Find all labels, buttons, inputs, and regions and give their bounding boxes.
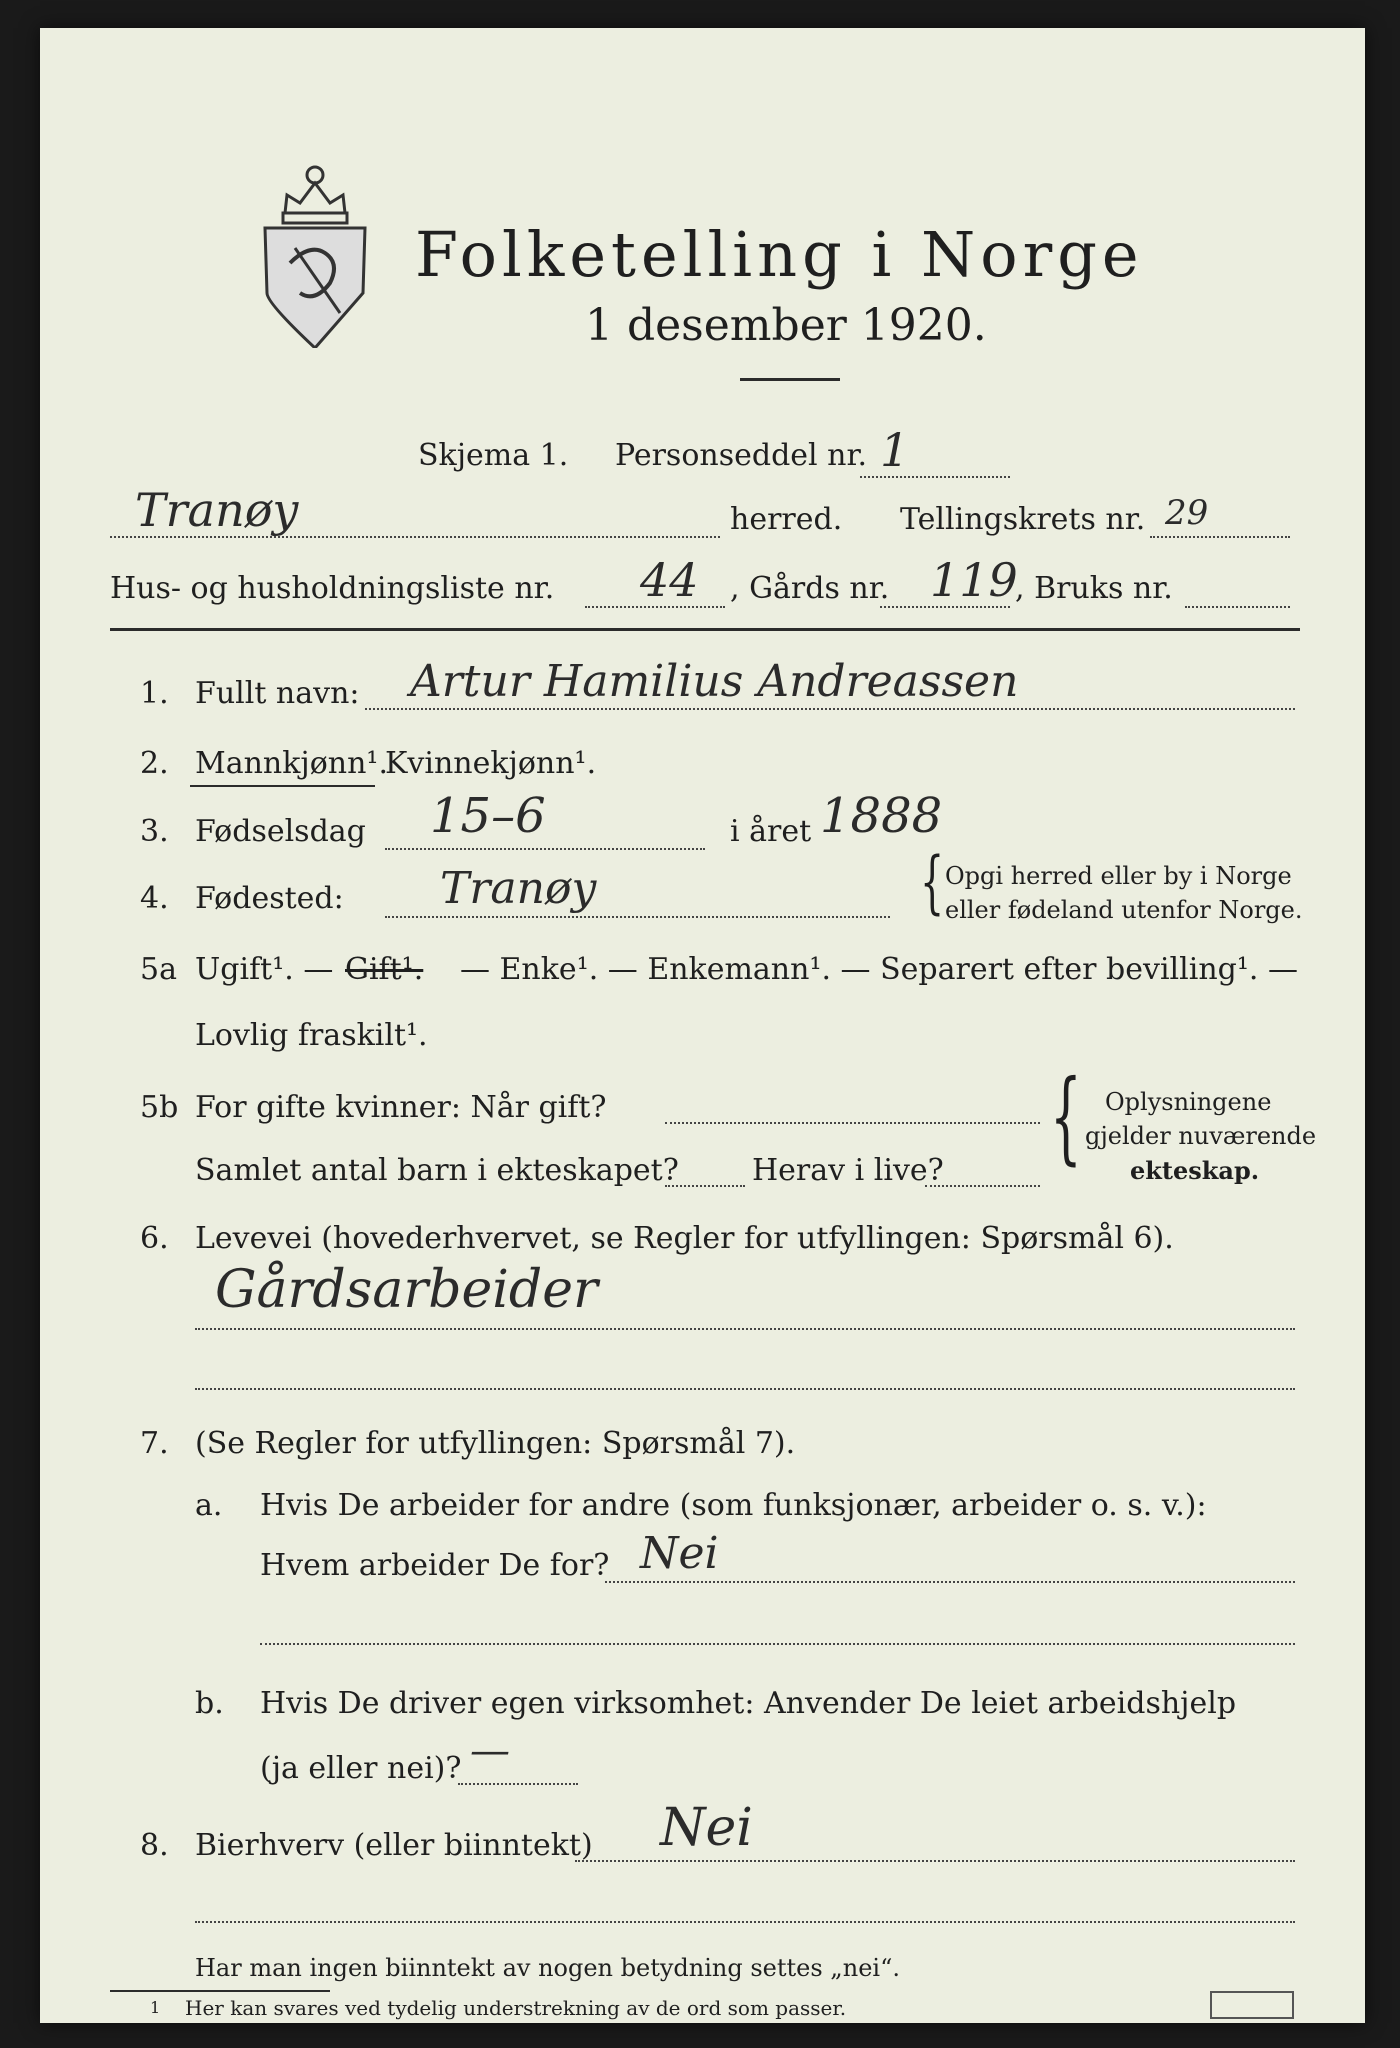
footnote-number: 1 xyxy=(150,1998,161,2017)
unmarried-option[interactable]: Ugift¹. — xyxy=(195,952,334,987)
married-option[interactable]: Gift¹. xyxy=(345,952,424,987)
q3-number: 3. xyxy=(140,814,169,849)
gards-label: , Gårds nr. xyxy=(730,571,890,606)
q5b-children-line xyxy=(665,1185,745,1187)
gards-value[interactable]: 119 xyxy=(930,553,1018,607)
tellingskrets-line xyxy=(1150,536,1290,538)
side-income-value[interactable]: Nei xyxy=(660,1798,753,1858)
q2-number: 2. xyxy=(140,746,169,781)
q7b-line xyxy=(458,1783,578,1785)
male-option[interactable]: Mannkjønn¹. xyxy=(195,746,388,781)
q8-line-2 xyxy=(195,1921,1295,1923)
personseddel-value[interactable]: 1 xyxy=(880,423,910,477)
q4-number: 4. xyxy=(140,881,169,916)
husliste-value[interactable]: 44 xyxy=(640,553,699,607)
husliste-label: Hus- og husholdningsliste nr. xyxy=(110,571,555,606)
q4-note-2: eller fødeland utenfor Norge. xyxy=(945,896,1303,924)
q8-line-1 xyxy=(575,1860,1295,1862)
header-divider xyxy=(110,628,1300,631)
bruks-line xyxy=(1185,606,1290,608)
personseddel-label: Personseddel nr. xyxy=(615,438,868,473)
q5b-alive-line xyxy=(925,1185,1040,1187)
q7a-line-1 xyxy=(605,1581,1295,1583)
q1-number: 1. xyxy=(140,676,169,711)
q4-line xyxy=(385,916,890,918)
divorced-option[interactable]: Lovlig fraskilt¹. xyxy=(195,1018,428,1053)
q5b-note-2: gjelder nuværende xyxy=(1085,1122,1317,1150)
q5b-note-1: Oplysningene xyxy=(1105,1088,1272,1116)
q5b-alive-label: Herav i live? xyxy=(752,1153,944,1188)
q6-label: Levevei (hovederhvervet, se Regler for utfyllingen: Spørsmål 6). xyxy=(195,1221,1174,1256)
skjema-label: Skjema 1. xyxy=(418,438,569,473)
q7a-number: a. xyxy=(195,1488,223,1523)
q5a-number: 5a xyxy=(140,952,177,987)
form-title: Folketelling i Norge xyxy=(415,218,1144,291)
q6-line-1 xyxy=(195,1328,1295,1330)
husliste-line xyxy=(585,606,725,608)
birth-year-value[interactable]: 1888 xyxy=(820,788,943,844)
q1-label: Fullt navn: xyxy=(195,676,360,711)
q5b-children-label: Samlet antal barn i ekteskapet? xyxy=(195,1153,679,1188)
marital-other-options[interactable]: — Enke¹. — Enkemann¹. — Separert efter bevilling¹. — xyxy=(460,952,1298,987)
divider xyxy=(740,378,840,381)
q3-label: Fødselsdag xyxy=(195,814,366,849)
q4-brace: { xyxy=(920,842,945,922)
q4-label: Fødested: xyxy=(195,881,344,916)
female-option[interactable]: Kvinnekjønn¹. xyxy=(385,746,597,781)
q5b-note-3: ekteskap. xyxy=(1130,1156,1260,1185)
q7-number: 7. xyxy=(140,1426,169,1461)
gards-line xyxy=(880,606,1010,608)
q8-number: 8. xyxy=(140,1828,169,1863)
footer-note: Har man ingen biinntekt av nogen betydning settes „nei“. xyxy=(195,1954,900,1982)
q6-line-2 xyxy=(195,1388,1295,1390)
footnote-divider xyxy=(110,1990,330,1992)
q7b-number: b. xyxy=(195,1686,224,1721)
employer-value[interactable]: Nei xyxy=(640,1528,719,1579)
tellingskrets-value[interactable]: 29 xyxy=(1165,493,1209,533)
q6-number: 6. xyxy=(140,1221,169,1256)
personseddel-line xyxy=(860,476,1010,478)
herred-value[interactable]: Tranøy xyxy=(135,483,299,537)
q7a-employer-label: Hvem arbeider De for? xyxy=(260,1548,610,1583)
footnote-text: Her kan svares ved tydelig understrekning av de ord som passer. xyxy=(185,1996,847,2020)
full-name-value[interactable]: Artur Hamilius Andreassen xyxy=(410,656,1019,707)
q5b-married-line xyxy=(665,1122,1040,1124)
q5b-number: 5b xyxy=(140,1090,179,1125)
printer-stamp xyxy=(1210,1991,1294,2019)
q3-day-line xyxy=(385,848,705,850)
q7b-label: Hvis De driver egen virksomhet: Anvender De leiet arbeidshjelp xyxy=(260,1686,1237,1721)
q7a-line-2 xyxy=(260,1643,1295,1645)
birth-day-value[interactable]: 15–6 xyxy=(430,788,546,844)
q1-line xyxy=(365,708,1295,710)
census-form-page xyxy=(40,28,1365,2023)
male-underline xyxy=(190,785,375,787)
tellingskrets-label: Tellingskrets nr. xyxy=(900,502,1146,537)
herred-label: herred. xyxy=(730,502,843,537)
hired-help-value[interactable]: — xyxy=(470,1728,510,1774)
coat-of-arms-icon xyxy=(255,153,375,348)
occupation-value[interactable]: Gårdsarbeider xyxy=(215,1260,598,1320)
q3-year-label: i året xyxy=(730,814,812,849)
q5b-brace: { xyxy=(1050,1059,1082,1175)
q7b-yesno-label: (ja eller nei)? xyxy=(260,1751,462,1786)
bruks-label: , Bruks nr. xyxy=(1015,571,1173,606)
form-date: 1 desember 1920. xyxy=(585,300,987,351)
q7-label: (Se Regler for utfyllingen: Spørsmål 7). xyxy=(195,1426,796,1461)
q8-label: Bierhverv (eller biinntekt) xyxy=(195,1828,593,1863)
herred-line xyxy=(110,536,720,538)
q5b-label: For gifte kvinner: Når gift? xyxy=(195,1090,607,1125)
q7a-label: Hvis De arbeider for andre (som funksjonær, arbeider o. s. v.): xyxy=(260,1488,1207,1523)
birthplace-value[interactable]: Tranøy xyxy=(440,863,597,914)
q4-note-1: Opgi herred eller by i Norge xyxy=(945,862,1292,890)
